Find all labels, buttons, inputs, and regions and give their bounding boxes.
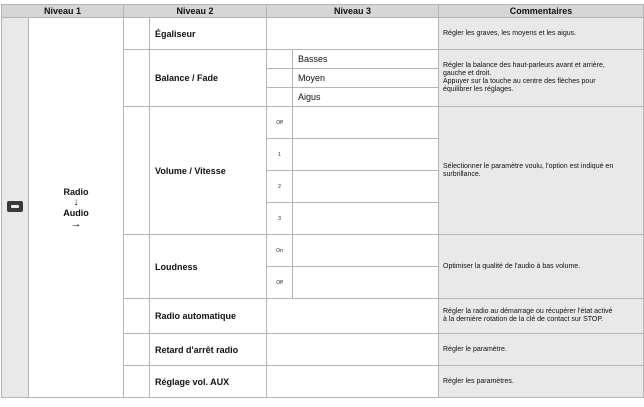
niveau3-empty <box>267 366 439 398</box>
niveau1-audio-label: Audio <box>63 207 89 218</box>
label-radio-auto: Radio automatique <box>150 299 267 334</box>
spacer-cell <box>124 366 150 398</box>
arrow-down-icon: ↓ <box>73 196 79 208</box>
code-volume-3: 3 <box>267 203 293 235</box>
arrow-right-icon: → <box>70 217 82 230</box>
niveau1-radio-label: Radio <box>63 186 89 197</box>
niveau3-empty <box>267 299 439 334</box>
comment-radio-auto: Régler la radio au démarrage ou récupérer l'état activé à la dernière rotation de la clé de contact sur STOP. <box>439 299 644 334</box>
label-loudness: Loudness <box>150 235 267 299</box>
code-volume-off: Off <box>267 107 293 139</box>
option-moyen: Moyen <box>293 69 439 88</box>
settings-table <box>1 4 644 398</box>
spacer-cell <box>267 88 293 107</box>
comment-loudness: Optimiser la qualité de l'audio à bas volume. <box>439 235 644 299</box>
niveau3-empty <box>267 18 439 50</box>
comment-volume: Sélectionner le paramètre voulu, l'option est indiqué en surbrillance. <box>439 107 644 235</box>
niveau1-cell <box>29 18 124 398</box>
spacer-cell <box>124 299 150 334</box>
label-egaliseur: Égaliseur <box>150 18 267 50</box>
header-niveau1: Niveau 1 <box>2 5 124 18</box>
comment-retard: Régler le paramètre. <box>439 334 644 366</box>
niveau3-empty <box>293 107 439 139</box>
niveau3-empty <box>267 334 439 366</box>
header-commentaires: Commentaires <box>439 5 644 18</box>
header-row <box>2 5 644 18</box>
niveau3-empty <box>293 267 439 299</box>
label-aux: Réglage vol. AUX <box>150 366 267 398</box>
code-loudness-off: Off <box>267 267 293 299</box>
comment-balance: Régler la balance des haut-parleurs avant et arrière, gauche et droit. Appuyer sur la touche au centre des flèches pour équilibrer les réglages. <box>439 50 644 107</box>
niveau3-empty <box>293 139 439 171</box>
code-volume-1: 1 <box>267 139 293 171</box>
option-aigus: Aigus <box>293 88 439 107</box>
header-niveau2: Niveau 2 <box>124 5 267 18</box>
header-niveau3: Niveau 3 <box>267 5 439 18</box>
radio-media-icon <box>7 201 23 212</box>
spacer-cell <box>124 334 150 366</box>
niveau3-empty <box>293 171 439 203</box>
niveau3-empty <box>293 203 439 235</box>
code-volume-2: 2 <box>267 171 293 203</box>
code-loudness-on: On <box>267 235 293 267</box>
niveau1-icon-cell <box>2 18 29 398</box>
spacer-cell <box>124 107 150 235</box>
spacer-cell <box>124 18 150 50</box>
row-egaliseur <box>2 18 644 50</box>
spacer-cell <box>267 69 293 88</box>
label-retard: Retard d'arrêt radio <box>150 334 267 366</box>
spacer-cell <box>267 50 293 69</box>
niveau3-empty <box>293 235 439 267</box>
spacer-cell <box>124 235 150 299</box>
comment-egaliseur: Régler les graves, les moyens et les aigus. <box>439 18 644 50</box>
option-basses: Basses <box>293 50 439 69</box>
label-volume: Volume / Vitesse <box>150 107 267 235</box>
label-balance: Balance / Fade <box>150 50 267 107</box>
comment-aux: Régler les paramètres. <box>439 366 644 398</box>
spacer-cell <box>124 50 150 107</box>
